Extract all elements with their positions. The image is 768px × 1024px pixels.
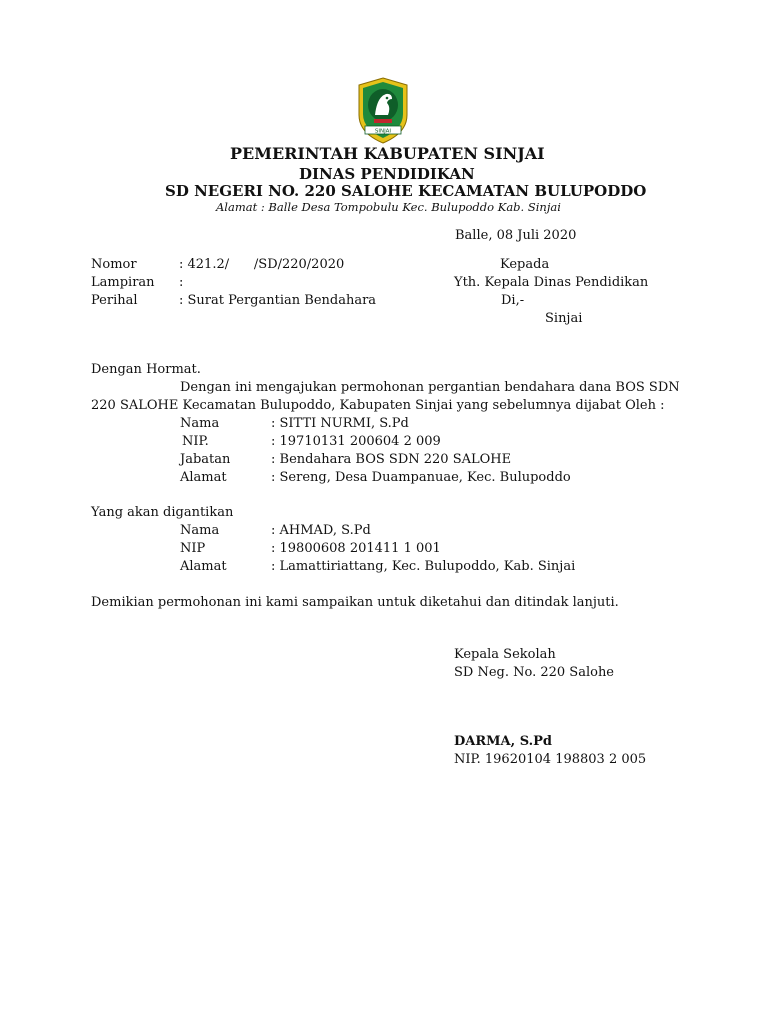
letterhead-address: Alamat : Balle Desa Tompobulu Kec. Bulupoddo Kab. Sinjai xyxy=(216,200,561,214)
replacement-nama-label: Nama xyxy=(180,523,220,538)
current-nip-label: NIP. xyxy=(182,434,209,449)
replacement-nip-value: : 19800608 201411 1 001 xyxy=(271,541,441,556)
current-nip-value: : 19710131 200604 2 009 xyxy=(271,434,441,449)
perihal-label: Perihal xyxy=(91,293,138,308)
current-jabatan-label: Jabatan xyxy=(180,452,231,467)
lampiran-label: Lampiran xyxy=(91,275,155,290)
nomor-label: Nomor xyxy=(91,257,137,272)
perihal-value: : Surat Pergantian Bendahara xyxy=(179,293,377,308)
recipient-di: Di,- xyxy=(501,293,525,308)
current-nama-value: : SITTI NURMI, S.Pd xyxy=(271,416,409,431)
current-alamat-value: : Sereng, Desa Duampanuae, Kec. Bulupoddo xyxy=(271,470,571,485)
emblem-banner-text: SINJAI xyxy=(374,128,392,135)
replacement-nama-value: : AHMAD, S.Pd xyxy=(271,523,371,538)
recipient-yth: Yth. Kepala Dinas Pendidikan xyxy=(454,275,649,290)
signature-name: DARMA, S.Pd xyxy=(454,734,553,749)
lampiran-value: : xyxy=(179,275,184,290)
signature-school: SD Neg. No. 220 Salohe xyxy=(454,665,615,680)
current-jabatan-value: : Bendahara BOS SDN 220 SALOHE xyxy=(271,452,512,467)
greeting: Dengan Hormat. xyxy=(91,362,201,377)
replacement-alamat-label: Alamat xyxy=(180,559,227,574)
signature-title: Kepala Sekolah xyxy=(454,647,556,662)
letterhead-department: DINAS PENDIDIKAN xyxy=(299,165,475,183)
recipient-place: Sinjai xyxy=(545,311,583,326)
paragraph-line-2: 220 SALOHE Kecamatan Bulupoddo, Kabupaten Sinjai yang sebelumnya dijabat Oleh : xyxy=(91,398,665,413)
current-alamat-label: Alamat xyxy=(180,470,227,485)
replacement-nip-label: NIP xyxy=(180,541,206,556)
place-date: Balle, 08 Juli 2020 xyxy=(455,228,577,243)
closing-sentence: Demikian permohonan ini kami sampaikan untuk diketahui dan ditindak lanjuti. xyxy=(91,595,619,610)
replacement-intro: Yang akan digantikan xyxy=(91,505,234,520)
paragraph-line-1: Dengan ini mengajukan permohonan pergantian bendahara dana BOS SDN xyxy=(180,380,680,395)
current-nama-label: Nama xyxy=(180,416,220,431)
replacement-alamat-value: : Lamattiriattang, Kec. Bulupoddo, Kab. Sinjai xyxy=(271,559,576,574)
signature-nip: NIP. 19620104 198803 2 005 xyxy=(454,752,647,767)
letterhead-government: PEMERINTAH KABUPATEN SINJAI xyxy=(230,144,545,163)
recipient-kepada: Kepada xyxy=(500,257,550,272)
sinjai-emblem-logo xyxy=(355,77,411,145)
letterhead-school: SD NEGERI NO. 220 SALOHE KECAMATAN BULUPODDO xyxy=(165,182,647,200)
nomor-value: : 421.2/ /SD/220/2020 xyxy=(179,257,345,272)
